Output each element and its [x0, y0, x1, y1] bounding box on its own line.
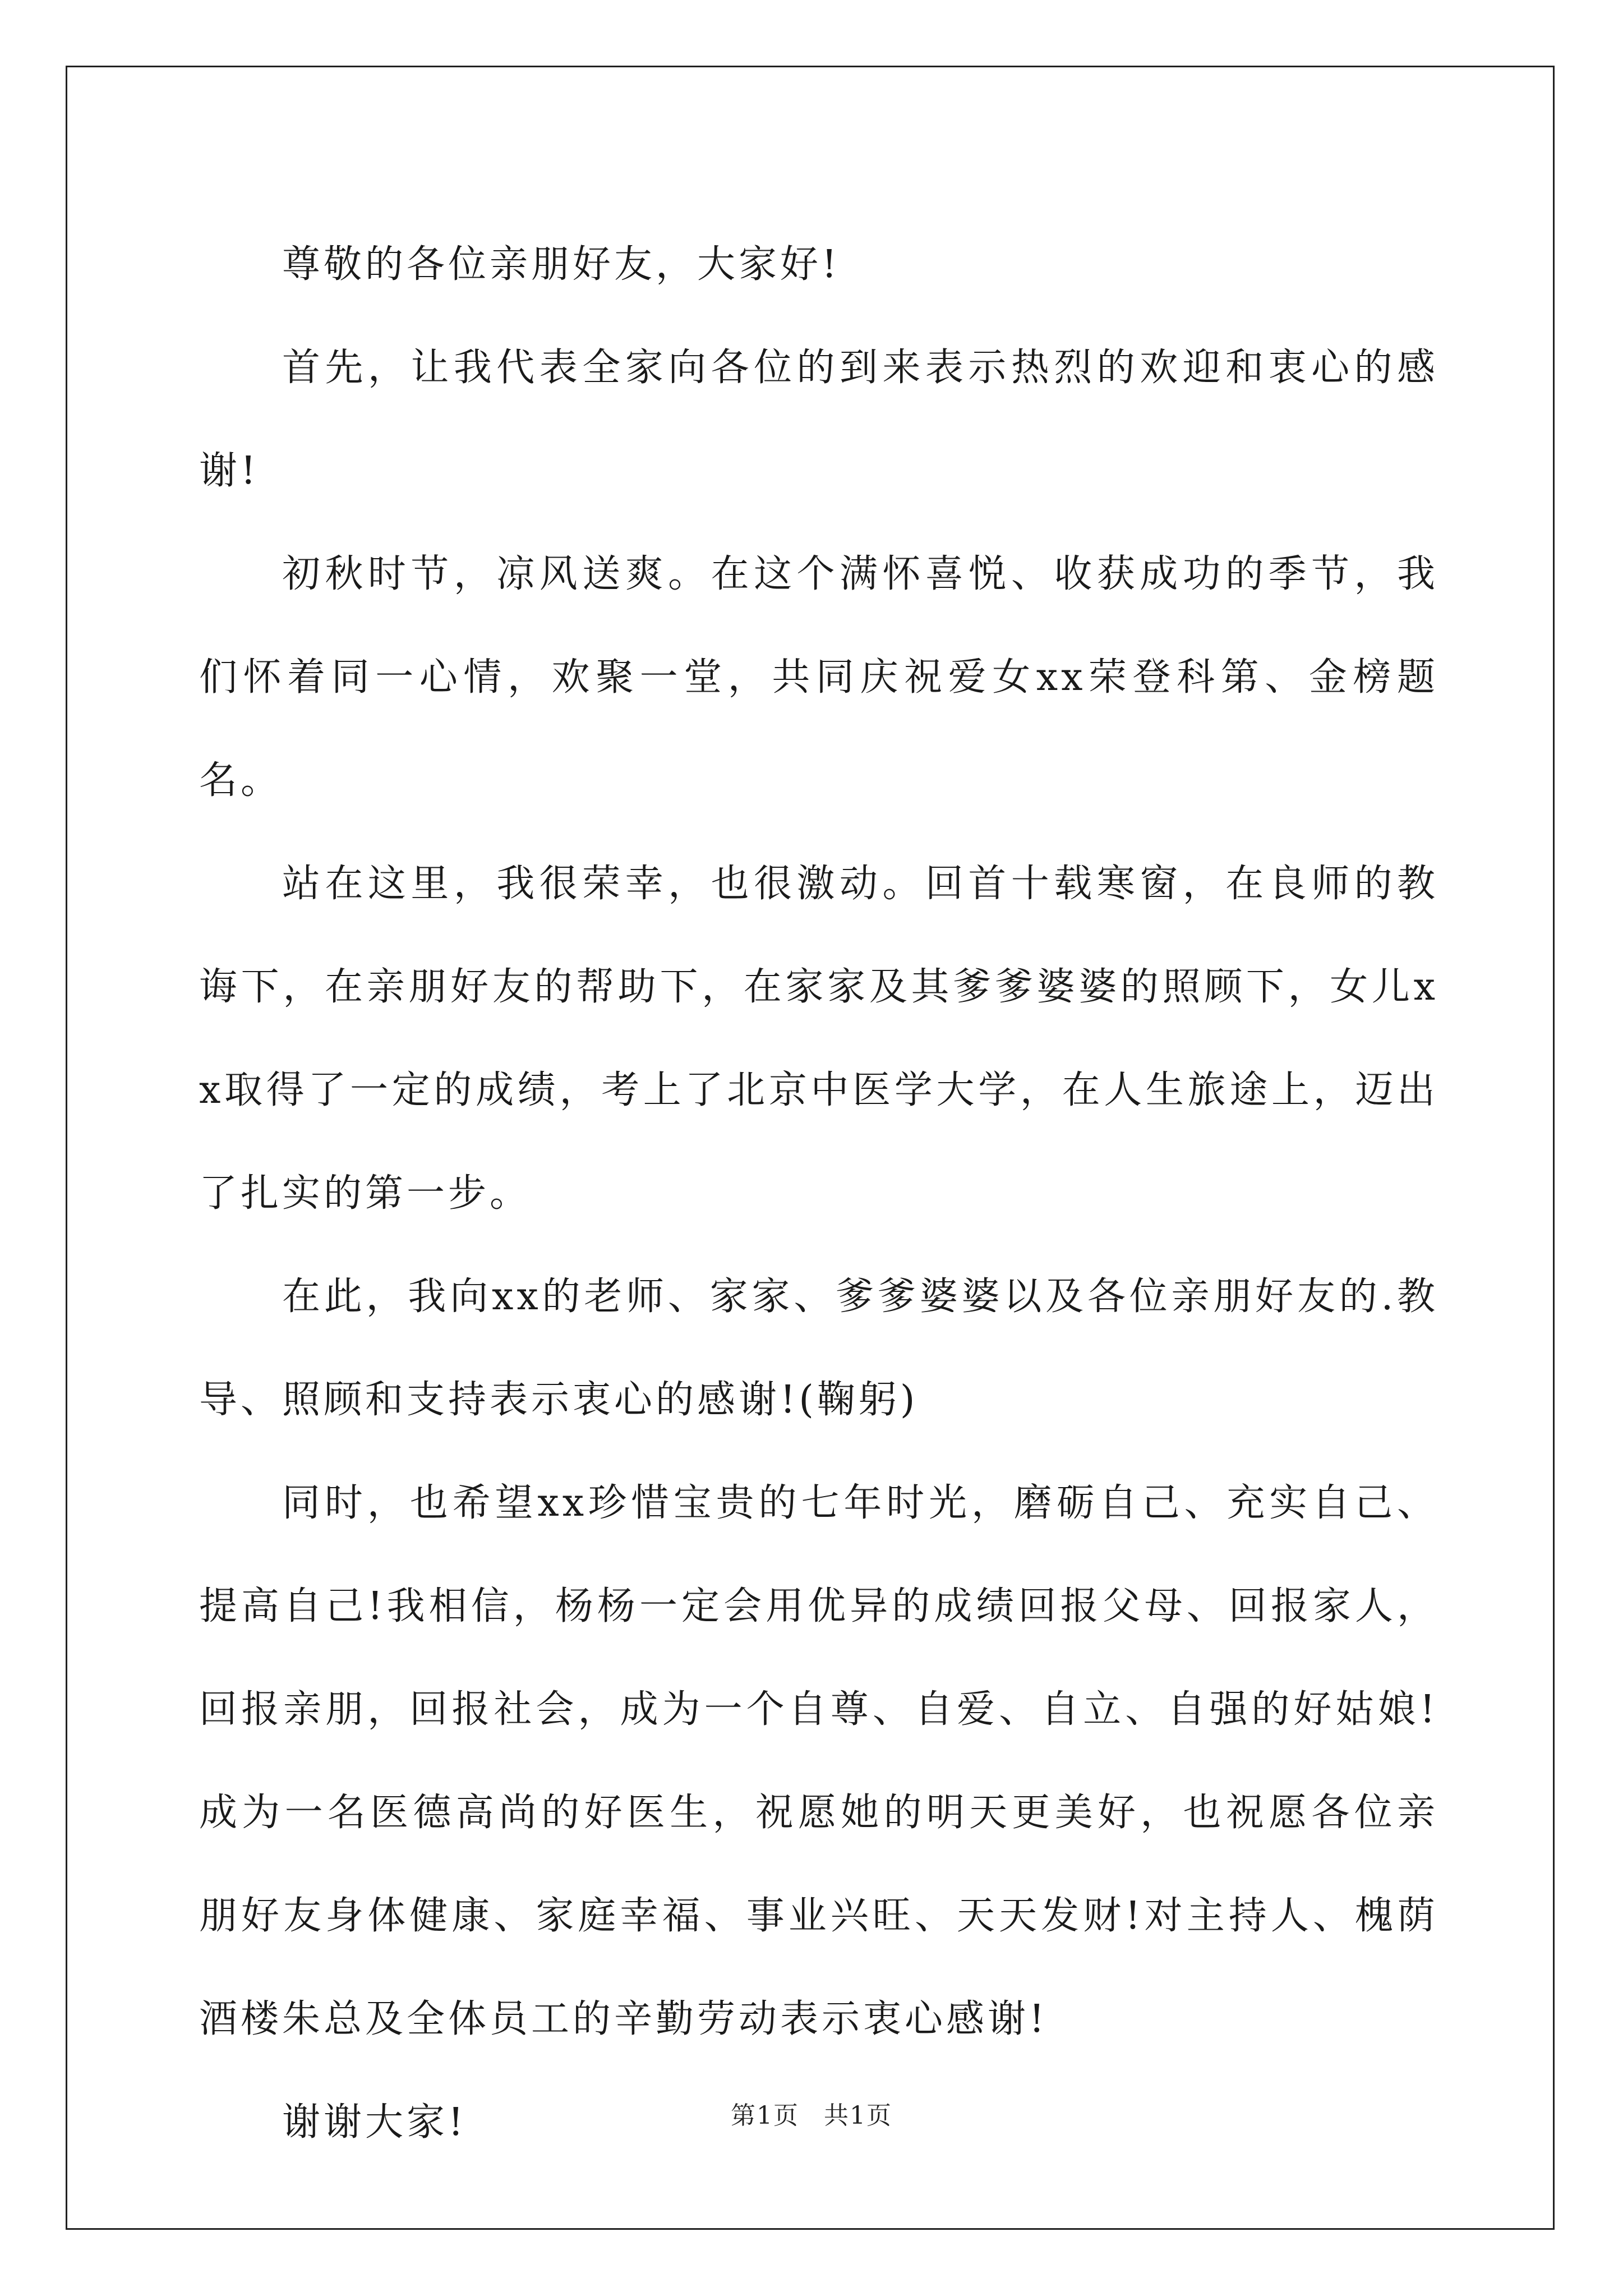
paragraph-closing: 谢谢大家!: [282, 2100, 467, 2145]
paragraph-greeting: 尊敬的各位亲朋好友，大家好!: [282, 242, 841, 287]
paragraph-welcome: 首先，让我代表全家向各位的到来表示热烈的欢迎和衷心的感谢!: [199, 346, 1438, 493]
page-total: 共1页: [824, 2101, 892, 2130]
page-footer: [0, 2095, 1623, 2131]
paragraph-wishes: 同时，也希望xx珍惜宝贵的七年时光，磨砺自己、充实自己、提高自己!我相信，杨杨一定会用优异的成绩回报父母、回报家人，回报亲朋，回报社会，成为一个自尊、自爱、自立、自强的好姑娘!成为一名医德高尚的好医生，祝愿她的明天更美好，也祝愿各位亲朋好友身体健康、家庭幸福、事业兴旺、天天发财!对主持人、槐荫酒楼朱总及全体员工的辛勤劳动表示衷心感谢!: [199, 1481, 1438, 2041]
paragraph-season: 初秋时节，凉风送爽。在这个满怀喜悦、收获成功的季节，我们怀着同一心情，欢聚一堂，共同庆祝爱女xx荣登科第、金榜题名。: [199, 552, 1438, 803]
paragraph-achievement: 站在这里，我很荣幸，也很激动。回首十载寒窗，在良师的教诲下，在亲朋好友的帮助下，在家家及其爹爹婆婆的照顾下，女儿xx取得了一定的成绩，考上了北京中医学大学，在人生旅途上，迈出了扎实的第一步。: [199, 862, 1438, 1216]
page-number: 第1页: [731, 2101, 799, 2130]
paragraph-thanks: 在此，我向xx的老师、家家、爹爹婆婆以及各位亲朋好友的.教导、照顾和支持表示衷心的感谢!(鞠躬): [199, 1274, 1438, 1422]
document-body: [199, 213, 1438, 2174]
